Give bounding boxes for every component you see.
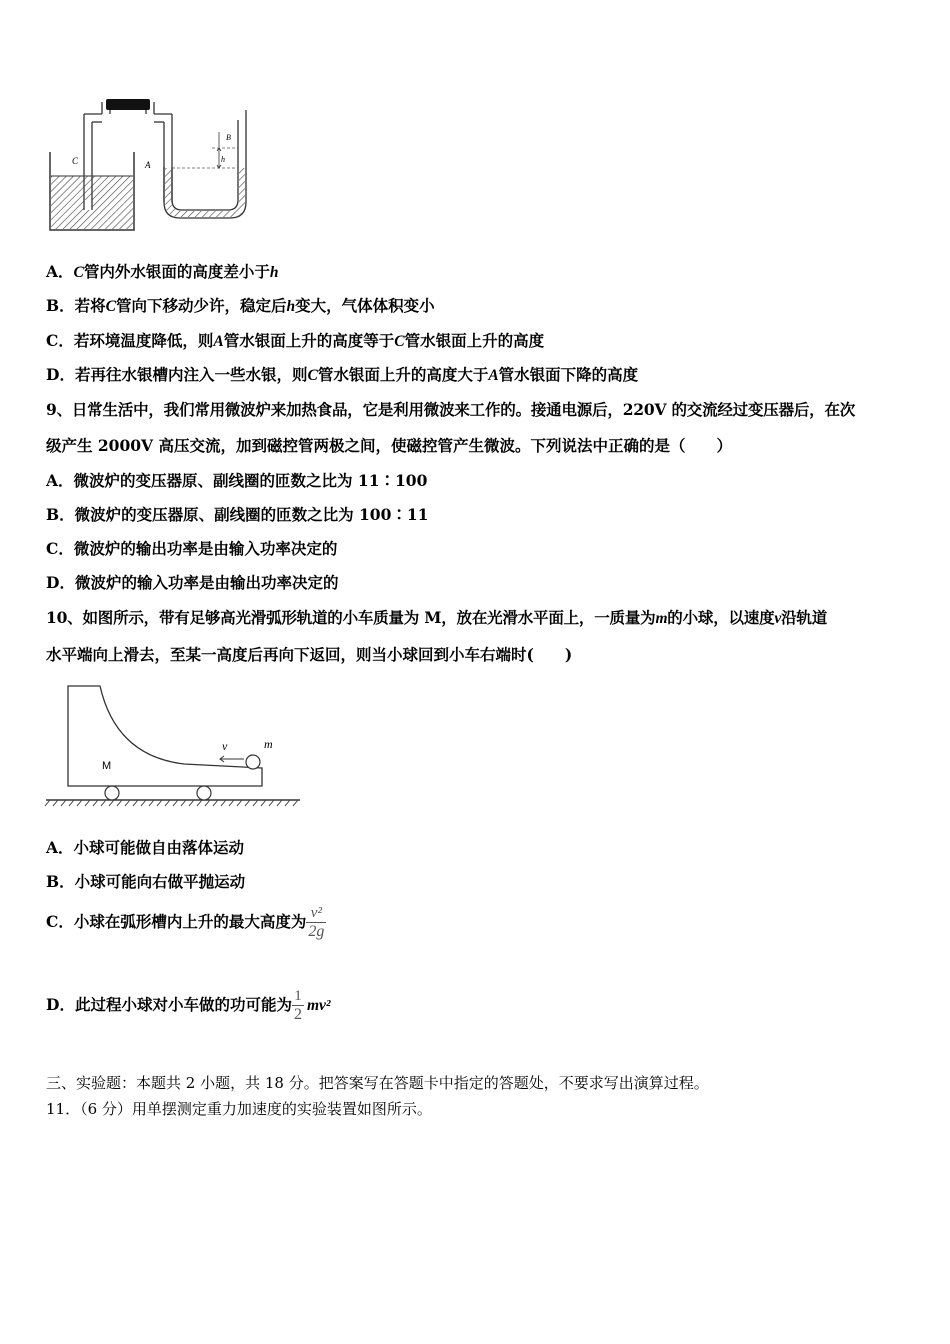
- label-M: M: [102, 760, 112, 772]
- q9-stem-line1: 9、日常生活中，我们常用微波炉来加热食品，它是利用微波来工作的。接通电源后，220V 的交流经过变压器后，在次: [46, 400, 856, 419]
- q10-stem-line1: 10、如图所示，带有足够高光滑弧形轨道的小车质量为 M，放在光滑水平面上，一质量为m的小球，以速度v沿轨道: [46, 608, 827, 627]
- q10-option-c: C．小球在弧形槽内上升的最大高度为 $\frac{\text{v²}}{2g}$: [46, 905, 325, 940]
- label-b: B: [226, 133, 231, 142]
- q9-stem-line2: 级产生 2000V 高压交流，加到磁控管两极之间，使磁控管产生微波。下列说法中正确的是（ ）: [46, 436, 732, 455]
- q10-option-a: A．小球可能做自由落体运动: [46, 838, 245, 857]
- q9-option-a: A．微波炉的变压器原、副线圈的匝数之比为 11∶100: [46, 471, 428, 490]
- label-h: h: [221, 155, 225, 164]
- q8-option-a: A．C管内外水银面的高度差小于h: [46, 262, 279, 281]
- label-v: v: [222, 739, 228, 753]
- fraction-one-half: $\frac{1}{2}$: [293, 988, 302, 1023]
- q9-option-b: B．微波炉的变压器原、副线圈的匝数之比为 100∶11: [46, 505, 429, 524]
- q10-option-d: D．此过程小球对小车做的功可能为 $\frac{1}{2}$ mv²: [46, 988, 331, 1023]
- q9-option-c: C．微波炉的输出功率是由输入功率决定的: [46, 539, 338, 558]
- q8-option-d: D．若再往水银槽内注入一些水银，则C管水银面上升的高度大于A管水银面下降的高度: [46, 365, 639, 384]
- q11-stem: 11．（6 分）用单摆测定重力加速度的实验装置如图所示。: [46, 1100, 432, 1118]
- section3-heading: 三、实验题：本题共 2 小题，共 18 分。把答案写在答题卡中指定的答题处，不要求写出演算过程。: [46, 1074, 709, 1092]
- fraction-v2-over-2g: $\frac{\text{v²}}{2g}$: [308, 905, 325, 940]
- figure-cart-arc: [44, 676, 304, 810]
- label-a: A: [145, 160, 151, 170]
- q10-stem-line2: 水平端向上滑去，至某一高度后再向下返回，则当小球回到小车右端时( ): [46, 645, 573, 664]
- q8-option-c: C．若环境温度降低，则A管水银面上升的高度等于C管水银面上升的高度: [46, 331, 545, 350]
- q8-option-b: B．若将C管向下移动少许，稳定后h变大，气体体积变小: [46, 296, 435, 315]
- q10-option-b: B．小球可能向右做平抛运动: [46, 872, 246, 891]
- label-m: m: [264, 737, 273, 751]
- label-c: C: [72, 156, 79, 166]
- figure-mercury-tubes: [44, 92, 258, 238]
- q9-option-d: D．微波炉的输入功率是由输出功率决定的: [46, 573, 339, 592]
